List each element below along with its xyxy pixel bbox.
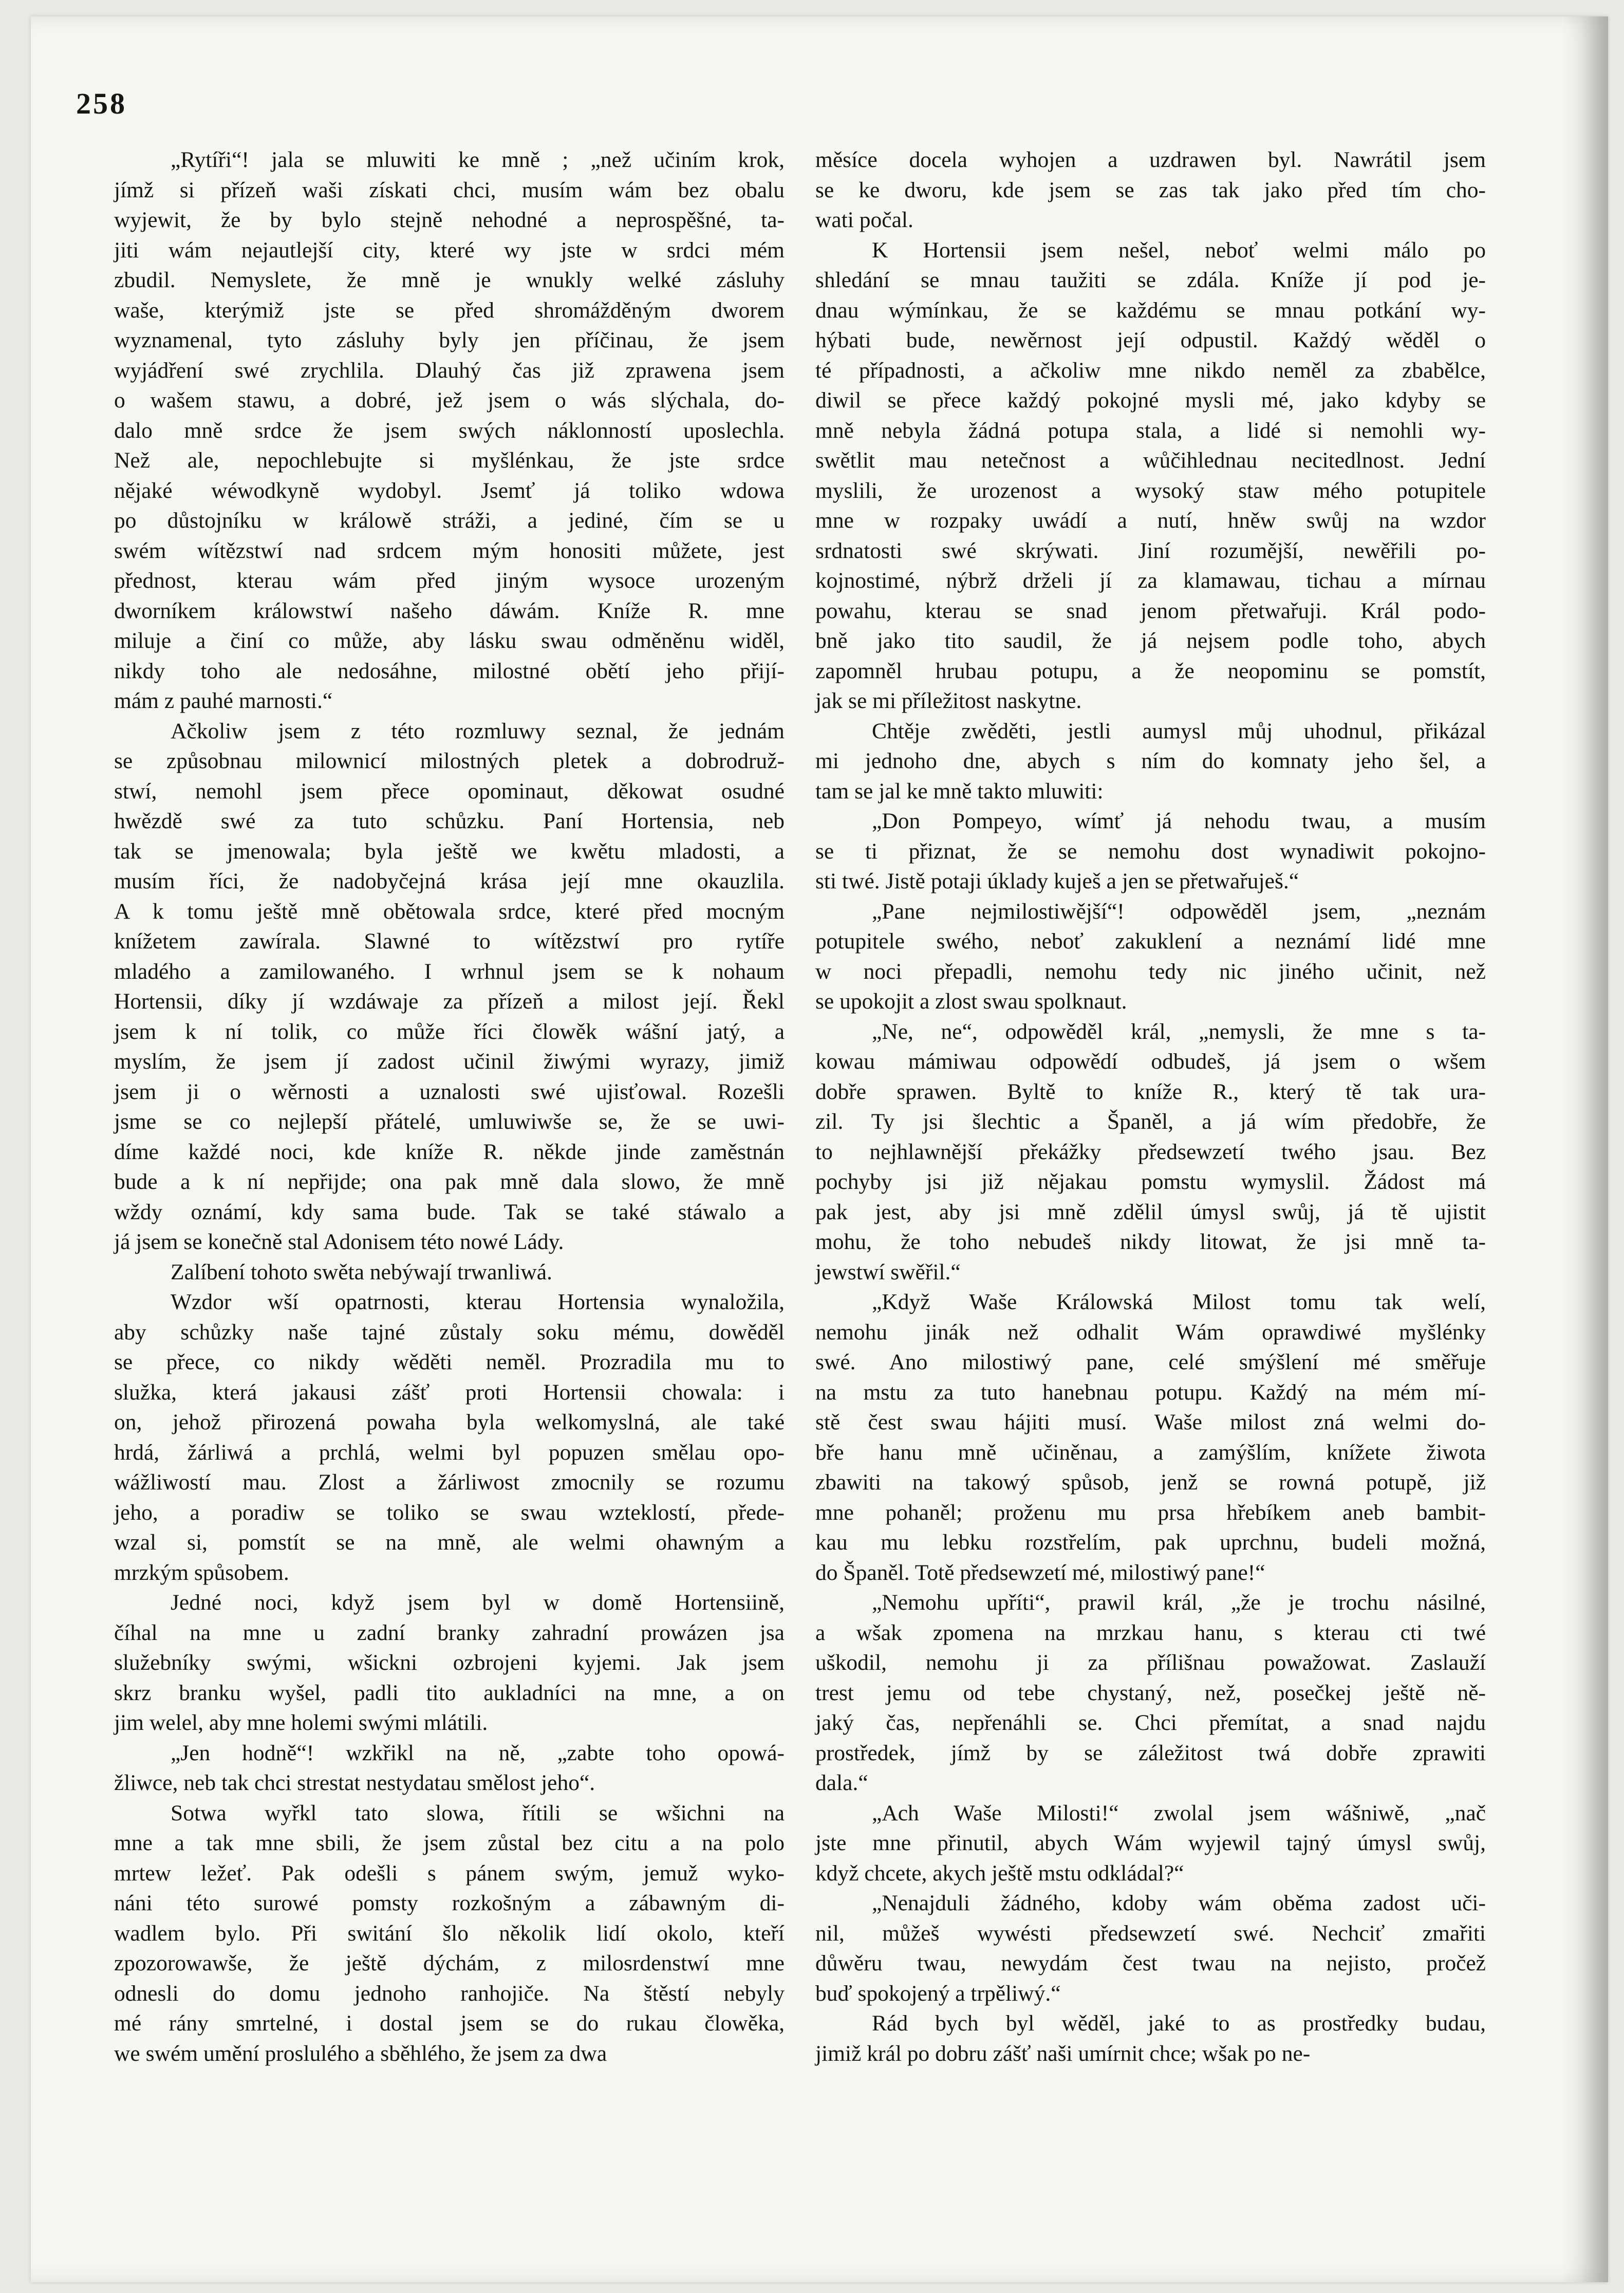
text-line: wzal si, pomstít se na mně, ale welmi ohawným a: [114, 1530, 785, 1555]
text-line: zapomněl hrubau potupu, a že neopominu se pomstít,: [815, 658, 1486, 683]
text-line: knížetem zawírala. Slawné to wítězstwí pro rytíře: [114, 929, 785, 954]
text-line: srdnatosti swé skrýwati. Jiní rozumější, newěřili po-: [815, 538, 1486, 563]
text-line: dalo mně srdce že jsem swých náklonností uposlechla.: [114, 418, 785, 443]
text-line: se upokojit a zlost swau spolknaut.: [815, 989, 1127, 1014]
text-line: do Španěl. Totě předsewzetí mé, milostiwý pane!“: [815, 1560, 1265, 1585]
text-line: důwěru twau, newydám čest twau na nejisto, pročež: [815, 1951, 1486, 1975]
text-line: dala.“: [815, 1770, 868, 1795]
text-line: wadlem bylo. Při switání šlo několik lidí okolo, kteří: [114, 1921, 785, 1946]
text-line: to nejhlawnější překážky předsewzetí twého jsau. Bez: [815, 1139, 1486, 1164]
text-line: Než ale, nepochlebujte si myšlénkau, že jste srdce: [114, 448, 785, 473]
text-line: A k tomu ještě mně obětowala srdce, které před mocným: [114, 899, 785, 924]
text-line: služebníky swými, wšickni ozbrojeni kyjemi. Jak jsem: [114, 1650, 785, 1675]
text-line: kowau mámiwau odpowědí odbudeš, já jsem o wšem: [815, 1049, 1486, 1074]
text-line: on, jehož přirozená powaha byla welkomyslná, ale také: [114, 1410, 785, 1434]
page-number: 258: [76, 87, 127, 120]
text-line: „Ach Waše Milosti!“ zwolal jsem wášniwě, „nač: [872, 1800, 1486, 1825]
text-line: Ačkoliw jsem z této rozmluwy seznal, že jednám: [171, 718, 785, 743]
text-line: mé rány smrtelné, i dostal jsem se do rukau člowěka,: [114, 2011, 785, 2036]
text-line: se přece, co nikdy wěděti neměl. Prozradila mu to: [114, 1350, 785, 1374]
text-line: myslím, že jsem jí zadost učinil žiwými wyrazy, jimiž: [114, 1049, 785, 1074]
text-line: w noci přepadli, nemohu tedy nic jiného učinit, než: [815, 959, 1486, 984]
text-line: jimiž král po dobru zášť naši umírnit chce; wšak po ne-: [815, 2041, 1311, 2066]
text-line: odnesli do domu jednoho ranhojiče. Na štěstí nebyly: [114, 1981, 785, 2006]
paragraph: [815, 1888, 1486, 2008]
text-line: uškodil, nemohu ji za přílišnau powažowat. Zaslauží: [815, 1650, 1486, 1675]
text-line: stwí, nemohl jsem přece opominaut, děkowat osudné: [114, 778, 785, 804]
text-line: zpozorowawše, že ještě dýchám, z milosrdenstwí mne: [114, 1951, 785, 1975]
text-line: jsme se co nejlepší přátelé, umluwiwše se, že se uwi-: [114, 1109, 785, 1134]
text-line: se ti přiznat, že se nemohu dost wynadiwit pokojno-: [815, 838, 1486, 864]
binding-shadow: [1562, 16, 1608, 2282]
text-line: trest jemu od tebe chystaný, než, posečkej ještě ně-: [815, 1680, 1486, 1705]
text-line: mohu, že toho nebudeš nikdy litowat, že jsi mně ta-: [815, 1229, 1486, 1254]
text-line: Wzdor wší opatrnosti, kterau Hortensia wynaložila,: [171, 1290, 785, 1314]
paragraph: [815, 806, 1486, 897]
paragraph: [114, 716, 785, 1257]
text-line: „Rytíři“! jala se mluwiti ke mně ; „než učiním krok,: [171, 147, 785, 172]
text-line: nějaké wéwodkyně wydobyl. Jsemť já toliko wdowa: [114, 478, 785, 503]
text-line: zbudil. Nemyslete, že mně je wnukly welké zásluhy: [114, 268, 785, 292]
text-line: bně jako tito saudil, že já nejsem podle toho, abych: [815, 628, 1486, 653]
text-line: zbawiti na takowý spůsob, jenž se rowná potupě, již: [815, 1470, 1486, 1495]
text-line: „Nenajduli žádného, kdoby wám oběma zadost uči-: [872, 1891, 1486, 1915]
text-line: hwězdě swé za tuto schůzku. Paní Hortensia, neb: [114, 809, 785, 833]
text-line: kojnostimé, nýbrž drželi jí za klamawau, tichau a mírnau: [815, 568, 1486, 593]
text-line: bře hanu mně učiněnau, a zamýšlím, knížete žiwota: [815, 1440, 1486, 1465]
text-line: diwil se přece každý pokojné mysli mé, jako kdyby se: [815, 388, 1486, 413]
text-line: hrdá, žárliwá a prchlá, welmi byl popuzen smělau opo-: [114, 1440, 785, 1465]
text-line: jsem ji o wěrnosti a uznalosti swé ujisťowal. Rozešli: [114, 1079, 785, 1104]
text-line: „Když Waše Králowská Milost tomu tak welí,: [872, 1290, 1486, 1314]
text-line: tam se jal ke mně takto mluwiti:: [815, 778, 1104, 804]
text-line: o wašem stawu, a dobré, jež jsem o wás slýchala, do-: [114, 388, 785, 413]
text-line: Sotwa wyřkl tato slowa, řítili se wšichni na: [171, 1800, 785, 1825]
text-line: té případnosti, a ačkoliw mne nikdo neměl za zbabělce,: [815, 358, 1486, 383]
text-line: pochyby jsi již nějakau pomstu wymyslil. Žádost má: [815, 1169, 1486, 1194]
text-line: hýbati bude, newěrnost její odpustil. Každý wěděl o: [815, 328, 1486, 352]
text-line: Zalíbení tohoto swěta nebýwají trwanliwá.: [171, 1259, 552, 1284]
text-line: nikdy toho ale nedosáhne, milostné obětí jeho přijí-: [114, 658, 785, 683]
paragraph: [815, 1798, 1486, 1889]
paragraph: [815, 145, 1486, 235]
text-line: jaký čas, nepřenáhli se. Chci přemítat, a snad najdu: [815, 1710, 1486, 1735]
right-column: [815, 145, 1486, 2068]
text-line: waše, kterýmiž jste se před shromážděným dworem: [114, 297, 785, 323]
paragraph: [114, 145, 785, 716]
text-line: číhal na mne u zadní branky zahradní prowázen jsa: [114, 1620, 785, 1645]
paragraph: [114, 1798, 785, 2069]
text-line: přednost, kterau wám před jiným wysoce urozeným: [114, 568, 785, 593]
text-line: mne pohaněl; proženu mu prsa hřebíkem aneb bambit-: [815, 1500, 1486, 1525]
text-line: swém wítězstwí nad srdcem mým honositi můžete, jest: [114, 538, 785, 563]
text-line: mne a tak mne sbili, že jsem zůstal bez citu a na polo: [114, 1831, 785, 1855]
text-line: mi jednoho dne, abych s ním do komnaty jeho šel, a: [815, 749, 1486, 773]
text-line: dworníkem králowstwí našeho dáwám. Kníže R. mne: [114, 598, 785, 623]
text-line: se způsobnau milownicí milostných pletek a dobrodruž-: [114, 749, 785, 773]
text-line: jewstwí swěřil.“: [815, 1259, 961, 1284]
paragraph: [815, 1017, 1486, 1288]
text-line: „Don Pompeyo, wímť já nehodu twau, a musím: [872, 809, 1486, 833]
text-line: žliwce, neb tak chci strestat nestydatau smělost jeho“.: [114, 1770, 595, 1795]
text-line: jim welel, aby mne holemi swými mlátili.: [114, 1710, 488, 1735]
text-line: mně nebyla žádná potupa stala, a lidé si nemohli wy-: [815, 418, 1486, 443]
paragraph: [114, 1588, 785, 1738]
text-line: bude a k ní nepřijde; ona pak mně dala slowo, že mně: [114, 1169, 785, 1194]
paragraph: [815, 2008, 1486, 2068]
paragraph: [815, 1588, 1486, 1798]
text-line: „Pane nejmilostiwější“! odpowěděl jsem, „neznám: [872, 899, 1486, 924]
text-line: skrz branku wyšel, padli tito aukladníci na mne, a on: [114, 1680, 785, 1705]
text-line: K Hortensii jsem nešel, neboť welmi málo po: [872, 237, 1486, 263]
text-line: we swém umění proslulého a sběhlého, že jsem za dwa: [114, 2041, 607, 2066]
text-line: „Jen hodně“! wzkřikl na ně, „zabte toho opowá-: [171, 1740, 785, 1765]
text-line: prostředek, jímž by se záležitost twá dobře zprawiti: [815, 1740, 1486, 1765]
text-line: jak se mi příležitost naskytne.: [815, 688, 1082, 713]
paragraph: [815, 716, 1486, 807]
text-line: „Ne, ne“, odpowěděl král, „nemysli, že mne s ta-: [872, 1019, 1486, 1044]
paragraph: [815, 1287, 1486, 1588]
text-line: dobře sprawen. Byltě to kníže R., který tě tak ura-: [815, 1079, 1486, 1104]
text-line: když chcete, akych ještě mstu odkládal?“: [815, 1860, 1184, 1886]
text-line: zil. Ty jsi šlechtic a Španěl, a já wím předobře, že: [815, 1109, 1486, 1134]
text-line: služka, která jakausi zášť proti Hortensii chowala: i: [114, 1379, 785, 1405]
text-line: já jsem se konečně stal Adonisem této nowé Lády.: [114, 1229, 564, 1254]
text-line: díme každé noci, kde kníže R. někde jinde zaměstnán: [114, 1139, 785, 1164]
text-line: náni této surowé pomsty rozkošným a zábawným di-: [114, 1891, 785, 1915]
text-line: pak jest, aby jsi mně zdělil úmysl swůj, já tě ujistit: [815, 1199, 1486, 1224]
text-line: shledání se mnau taužiti se zdála. Kníže jí pod je-: [815, 268, 1486, 292]
text-line: wyjádření swé zrychlila. Dlauhý čas již zprawena jsem: [114, 358, 785, 383]
text-line: wati počal.: [815, 208, 913, 232]
text-line: myslili, že urozenost a wysoký staw mého potupitele: [815, 478, 1486, 503]
text-line: Jedné noci, když jsem byl w domě Hortensiině,: [171, 1590, 785, 1615]
text-line: Hortensii, díky jí wzdáwaje za přízeň a milost její. Řekl: [114, 989, 785, 1014]
text-line: jste mne přinutil, abych Wám wyjewil tajný úmysl swůj,: [815, 1831, 1486, 1855]
text-line: jsem k ní tolik, co může říci člowěk wášní jatý, a: [114, 1019, 785, 1044]
text-line: jeho, a poradiw se toliko se swau wzteklostí, přede-: [114, 1500, 785, 1525]
text-line: nil, můžeš wywésti předsewzetí swé. Nechciť zmařiti: [815, 1921, 1486, 1946]
text-line: miluje a činí co může, aby lásku swau odměněnu widěl,: [114, 628, 785, 653]
text-line: swětlit mau netečnost a wůčihlednau necitedlnost. Jední: [815, 448, 1486, 473]
text-line: mrtew ležeť. Pak odešli s pánem swým, jemuž wyko-: [114, 1860, 785, 1886]
text-line: a wšak zpomena na mrzkau hanu, s kterau cti twé: [815, 1620, 1486, 1645]
text-line: „Nemohu upříti“, prawil král, „že je trochu násilné,: [872, 1590, 1486, 1615]
text-line: na mstu za tuto hanebnau potupu. Každý na mém mí-: [815, 1379, 1486, 1405]
text-line: jímž si přízeň waši získati chci, musím wám bez obalu: [114, 177, 785, 202]
text-line: wážliwostí mau. Zlost a žárliwost zmocnily se rozumu: [114, 1470, 785, 1495]
text-line: buď spokojený a trpěliwý.“: [815, 1981, 1061, 2006]
text-line: po důstojníku w králowě stráži, a jediné, čím se u: [114, 508, 785, 533]
text-line: nemohu jinák než odhalit Wám oprawdiwé myšlénky: [815, 1319, 1486, 1345]
left-column: [114, 145, 785, 2068]
text-line: musím říci, že nadobyčejná krása její mne okauzlila.: [114, 869, 785, 893]
text-line: mladého a zamilowaného. I wrhnul jsem se k nohaum: [114, 959, 785, 984]
text-line: wždy oznámí, kdy sama bude. Tak se také stáwalo a: [114, 1199, 785, 1224]
text-line: aby schůzky naše tajné zůstaly soku mému, dowěděl: [114, 1319, 785, 1345]
text-line: potupitele swého, neboť zakuklení a neznámí lidé mne: [815, 929, 1486, 954]
text-line: tak se jmenowala; byla ještě we kwětu mladosti, a: [114, 838, 785, 864]
text-line: wyjewit, že by bylo stejně nehodné a neprospěšné, ta-: [114, 208, 785, 232]
text-line: se ke dworu, kde jsem se zas tak jako před tím cho-: [815, 177, 1486, 202]
text-line: mám z pauhé marnosti.“: [114, 688, 333, 713]
text-line: sti twé. Jistě potaji úklady kuješ a jen se přetwařuješ.“: [815, 869, 1299, 893]
paragraph: [815, 235, 1486, 716]
text-line: Rád bych byl wěděl, jaké to as prostředky budau,: [872, 2011, 1486, 2036]
text-line: dnau wýmínkau, že se každému se mnau potkání wy-: [815, 297, 1486, 323]
text-line: powahu, kterau se snad jenom přetwařuji. Král podo-: [815, 598, 1486, 623]
text-line: wyznamenal, tyto zásluhy byly jen příčinau, že jsem: [114, 328, 785, 352]
text-line: mrzkým spůsobem.: [114, 1560, 289, 1585]
text-line: mne w rozpaky uwádí a nutí, hněw swůj na wzdor: [815, 508, 1486, 533]
paragraph: [114, 1738, 785, 1798]
text-line: swé. Ano milostiwý pane, celé smýšlení mé směřuje: [815, 1350, 1486, 1374]
text-line: měsíce docela wyhojen a uzdrawen byl. Nawrátil jsem: [815, 147, 1486, 172]
text-line: jiti wám nejautlejší city, které wy jste w srdci mém: [114, 237, 785, 263]
paragraph: [114, 1287, 785, 1588]
paragraph: [114, 1257, 785, 1288]
paragraph: [815, 897, 1486, 1017]
text-line: Chtěje zwěděti, jestli aumysl můj uhodnul, přikázal: [872, 718, 1486, 743]
text-line: kau mu lebku rozstřelím, pak uprchnu, budeli možná,: [815, 1530, 1486, 1555]
text-line: stě čest swau hájiti musí. Waše milost zná welmi do-: [815, 1410, 1486, 1434]
